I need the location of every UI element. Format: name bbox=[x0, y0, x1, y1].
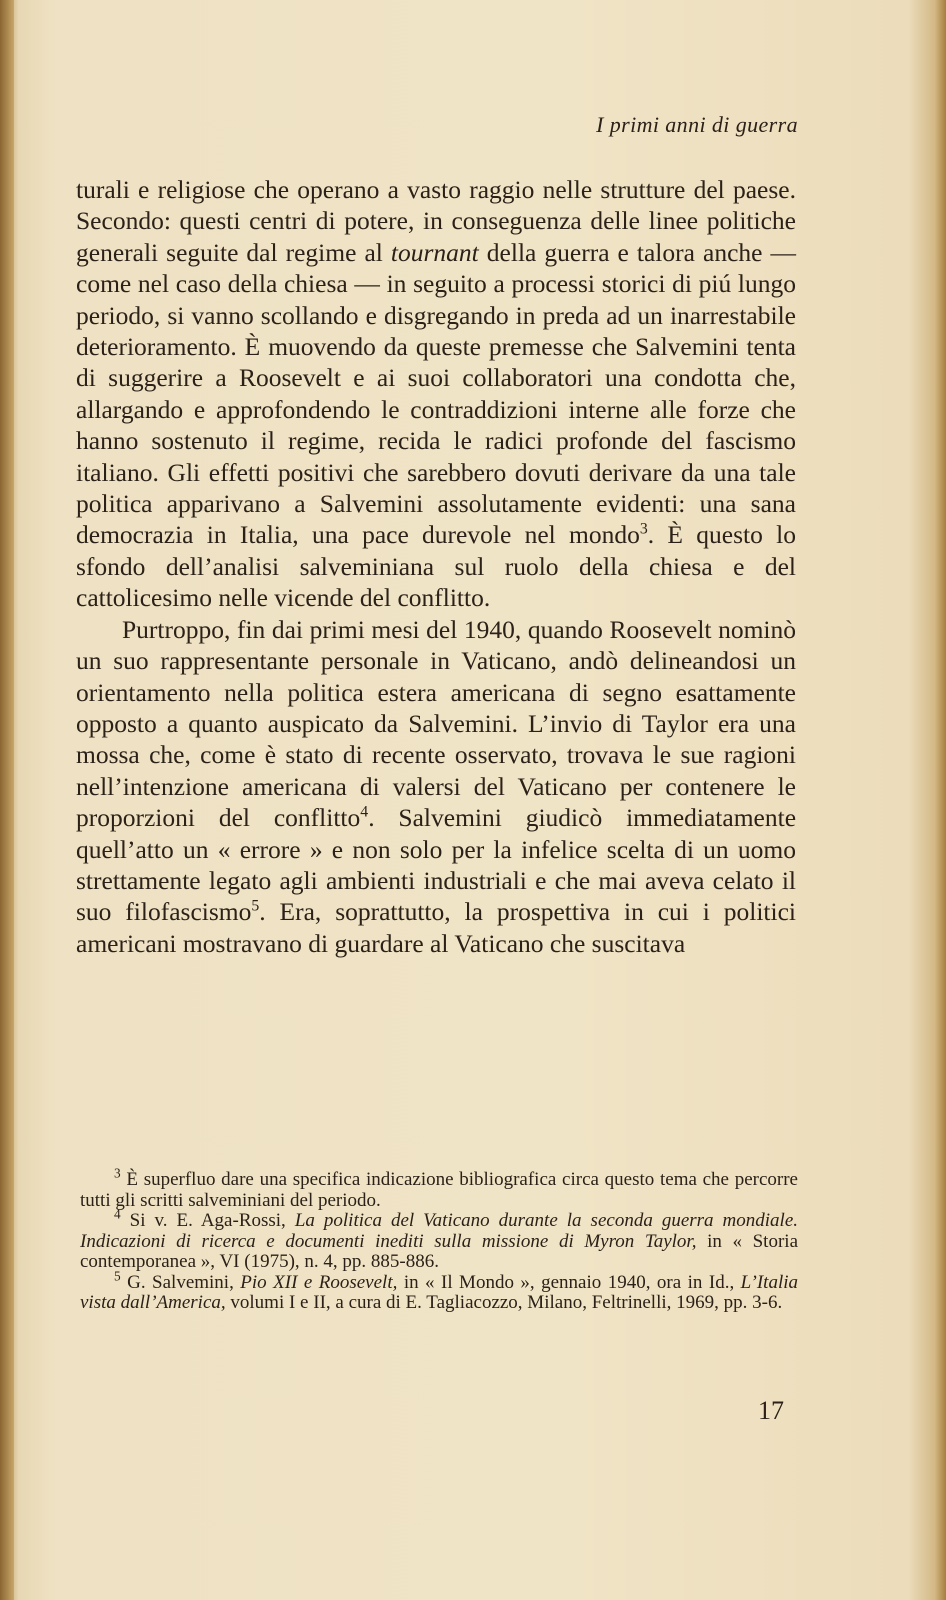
footnote-4-title: La politica del Vaticano durante la seconda guerra mondiale. Indicazioni di ricerca e documenti inediti sulla missione di Myron Taylor, bbox=[80, 1210, 799, 1252]
page-edge-left bbox=[0, 0, 14, 1600]
main-text bbox=[76, 174, 796, 959]
footnote-mark-5: 5 bbox=[114, 1268, 121, 1284]
paragraph-1-part-b: della guerra e talora anche — come nel caso della chiesa — in seguito a processi storici di piú lungo periodo, si vanno scollando e disgregando in preda ad un inarrestabile deterioramento. È muovendo da queste premesse che Salvemini tenta di suggerire a Roosevelt e ai suoi collaboratori una condotta che, allargando e approfondendo le contraddizioni interne alle forze che hanno sostenuto il regime, recida le radici profonde del fascismo italiano. Gli effetti positivi che sarebbero dovuti derivare da una tale politica apparivano a Salvemini assolutamente evidenti: una sana democrazia in Italia, una pace durevole nel mondo bbox=[76, 237, 796, 550]
footnote-4 bbox=[80, 1206, 799, 1273]
footnote-5-part-c: volumi I e II, a cura di E. Tagliacozzo, Milano, Feltrinelli, 1969, pp. 3-6. bbox=[225, 1292, 783, 1313]
footnote-5-part-b: in « Il Mondo », gennaio 1940, ora in Id., bbox=[397, 1271, 741, 1293]
footnote-ref-3[interactable]: 3 bbox=[639, 520, 648, 538]
paragraph-2 bbox=[76, 614, 796, 959]
italic-term-tournant: tournant bbox=[390, 237, 479, 267]
paragraph-2-part-b: . Salvemini giudicò immediatamente quell’atto un « errore » e non solo per la infelice scelta di un uomo strettamente legato agli ambienti industriali e che mai aveva celato il suo filofascismo bbox=[76, 803, 797, 927]
footnote-3 bbox=[80, 1165, 798, 1211]
paragraph-1 bbox=[76, 174, 796, 614]
footnote-4-part-a: Si v. E. Aga-Rossi, bbox=[120, 1210, 295, 1231]
running-head: I primi anni di guerra bbox=[596, 112, 798, 137]
footnote-4-part-b: in « Storia contemporanea », VI (1975), n. 4, pp. 885-886. bbox=[80, 1230, 798, 1272]
footnote-5-title-2: L’Italia vista dall’America, bbox=[80, 1271, 799, 1313]
footnote-5-part-a: G. Salvemini, bbox=[120, 1271, 241, 1293]
page-edge-right bbox=[934, 0, 946, 1600]
paragraph-1-part-a: turali e religiose che operano a vasto raggio nelle strutture del paese. Secondo: questi centri di potere, in conseguenza delle linee politiche generali seguite dal regime al bbox=[76, 175, 796, 267]
page-number: 17 bbox=[758, 1396, 784, 1425]
footnote-3-text: È superfluo dare una specifica indicazione bibliografica circa questo tema che percorre tutti gli scritti salveminiani del periodo. bbox=[80, 1169, 798, 1211]
footnote-mark-4: 4 bbox=[114, 1206, 121, 1222]
footnote-mark-3: 3 bbox=[114, 1165, 121, 1181]
paragraph-1-part-c: . È questo lo sfondo dell’analisi salveminiana sul ruolo della chiesa e del cattolicesimo nelle vicende del conflitto. bbox=[76, 520, 796, 613]
footnote-5-title-1: Pio XII e Roosevelt, bbox=[240, 1271, 398, 1293]
footnote-ref-5[interactable]: 5 bbox=[251, 897, 260, 915]
footnotes bbox=[80, 1165, 799, 1314]
paragraph-2-part-a: Purtroppo, fin dai primi mesi del 1940, quando Roosevelt nominò un suo rappresentante personale in Vaticano, andò delineandosi un orientamento nella politica estera americana di segno esattamente opposto a quanto auspicato da Salvemini. L’invio di Taylor era una mossa che, come è stato di recente osservato, trovava le sue ragioni nell’intenzione americana di valersi del Vaticano per contenere le proporzioni del conflitto bbox=[76, 614, 796, 833]
footnote-5 bbox=[80, 1268, 799, 1314]
footnote-ref-4[interactable]: 4 bbox=[360, 803, 369, 821]
paragraph-2-part-c: . Era, soprattutto, la prospettiva in cui i politici americani mostravano di guardare al Vaticano che suscitava bbox=[76, 897, 796, 958]
